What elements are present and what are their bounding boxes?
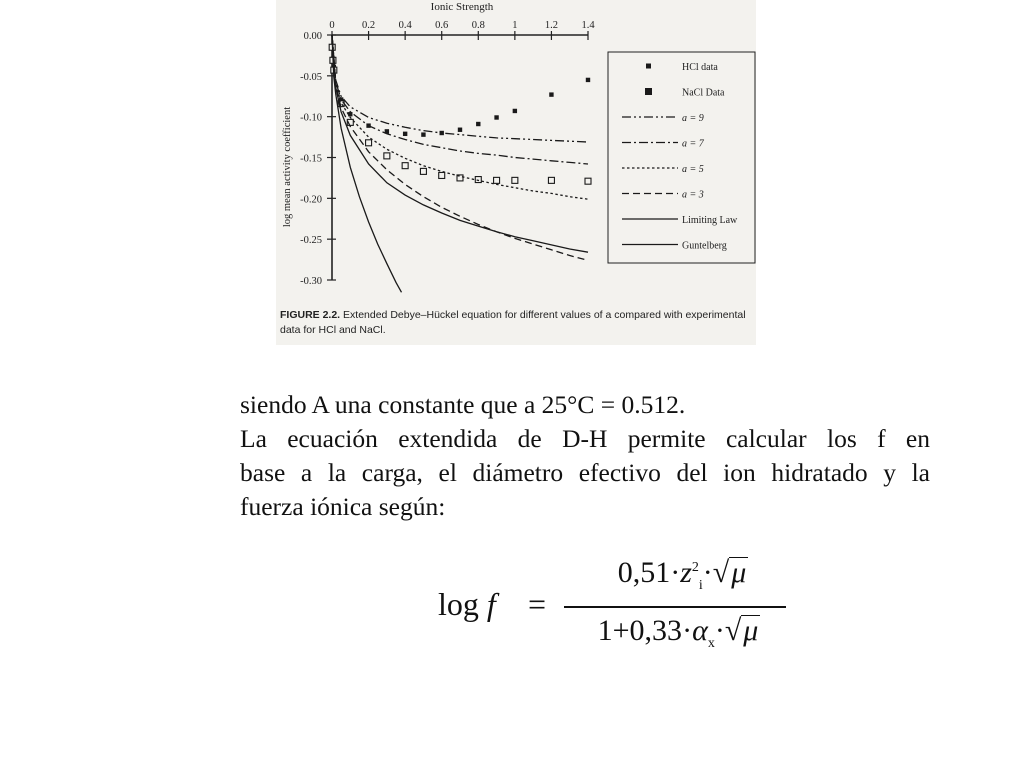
equation-lhs <box>438 586 496 623</box>
legend-label: Guntelberg <box>682 240 727 252</box>
data-point <box>513 109 517 113</box>
data-point <box>494 115 498 119</box>
eq-sqrt-sign-2: √ <box>724 614 742 647</box>
y-tick-label: 0.00 <box>303 31 322 42</box>
eq-z: z <box>680 556 692 589</box>
eq-log: log <box>438 586 479 622</box>
data-point <box>366 140 372 146</box>
x-tick-label: 0.2 <box>362 20 376 31</box>
x-tick-label: 1.2 <box>544 20 558 31</box>
data-point <box>421 132 425 136</box>
data-point <box>494 177 500 183</box>
x-tick-label: 0.4 <box>398 20 412 31</box>
legend <box>608 52 755 263</box>
eq-alpha-sub: x <box>707 636 715 651</box>
legend-label: Limiting Law <box>682 215 738 226</box>
data-point <box>475 177 481 183</box>
x-tick-label: 1 <box>512 20 518 31</box>
eq-num-coef: 0,51 <box>617 556 671 589</box>
data-point <box>403 132 407 136</box>
data-point <box>458 128 462 132</box>
eq-f: f <box>486 586 496 622</box>
data-point <box>402 163 408 169</box>
debye-huckel-equation <box>438 556 818 666</box>
legend-box <box>608 52 755 263</box>
x-tick-label: 0.6 <box>435 20 449 31</box>
x-tick-label: 0.8 <box>471 20 485 31</box>
legend-label: a = 3 <box>682 189 704 201</box>
figure-scan <box>276 0 756 345</box>
equation-fraction-bar <box>564 606 786 608</box>
legend-label: NaCl Data <box>682 87 725 99</box>
chart <box>276 0 756 306</box>
y-tick-label: -0.25 <box>300 235 322 247</box>
body-line-4: fuerza iónica según: <box>240 492 446 521</box>
legend-label: a = 7 <box>682 138 704 150</box>
caption-text: Extended Debye–Hückel equation for different values of a compared with experimental data for HCl and NaCl. <box>280 309 746 336</box>
eq-mu-1: μ <box>731 556 747 589</box>
data-point <box>549 92 553 96</box>
equation-denominator <box>564 614 794 652</box>
axes <box>300 20 595 287</box>
equation-numerator <box>578 556 788 594</box>
legend-label: a = 5 <box>682 164 704 175</box>
figure-caption <box>280 308 756 338</box>
y-tick-label: -0.05 <box>300 71 322 83</box>
eq-den-const: 1+0,33 <box>597 614 683 647</box>
series-line <box>332 35 402 292</box>
body-line-2: La ecuación extendida de D-H permite calcular los f en <box>240 424 930 453</box>
eq-mu-2: μ <box>743 614 759 647</box>
eq-dot-2: · <box>702 556 713 589</box>
data-point <box>439 172 445 178</box>
body-line-3: base a la carga, el diámetro efectivo del ion hidratado y la <box>240 458 930 487</box>
legend-label: HCl data <box>682 62 718 73</box>
eq-dot-1: · <box>670 556 681 589</box>
y-tick-label: -0.30 <box>300 276 322 287</box>
x-tick-label: 1.4 <box>581 20 595 31</box>
eq-z-sup: 2 <box>691 560 699 575</box>
eq-z-sub: i <box>698 578 703 593</box>
data-point <box>586 78 590 82</box>
eq-dot-4: · <box>714 614 725 647</box>
legend-swatch <box>646 64 651 69</box>
caption-label: FIGURE 2.2. <box>280 309 341 321</box>
data-point <box>512 177 518 183</box>
body-line-1: siendo A una constante que a 25°C = 0.512. <box>240 390 686 419</box>
eq-dot-3: · <box>682 614 693 647</box>
data-point <box>384 153 390 159</box>
series-layer <box>329 35 591 292</box>
x-tick-label: 0 <box>329 20 335 31</box>
eq-sqrt-sign-1: √ <box>712 556 730 589</box>
y-tick-label: -0.20 <box>300 194 322 206</box>
data-point <box>548 177 554 183</box>
data-point <box>420 168 426 174</box>
eq-alpha: α <box>692 614 708 647</box>
legend-label: a = 9 <box>682 113 704 124</box>
data-point <box>476 122 480 126</box>
equation-equals: = <box>528 586 547 622</box>
legend-swatch <box>645 88 652 95</box>
x-axis-title: Ionic Strength <box>430 1 494 13</box>
body-paragraph <box>240 388 930 524</box>
y-tick-label: -0.15 <box>300 153 322 165</box>
y-axis-title: log mean activity coefficient <box>282 106 293 228</box>
data-point <box>585 178 591 184</box>
y-tick-label: -0.10 <box>300 112 322 124</box>
